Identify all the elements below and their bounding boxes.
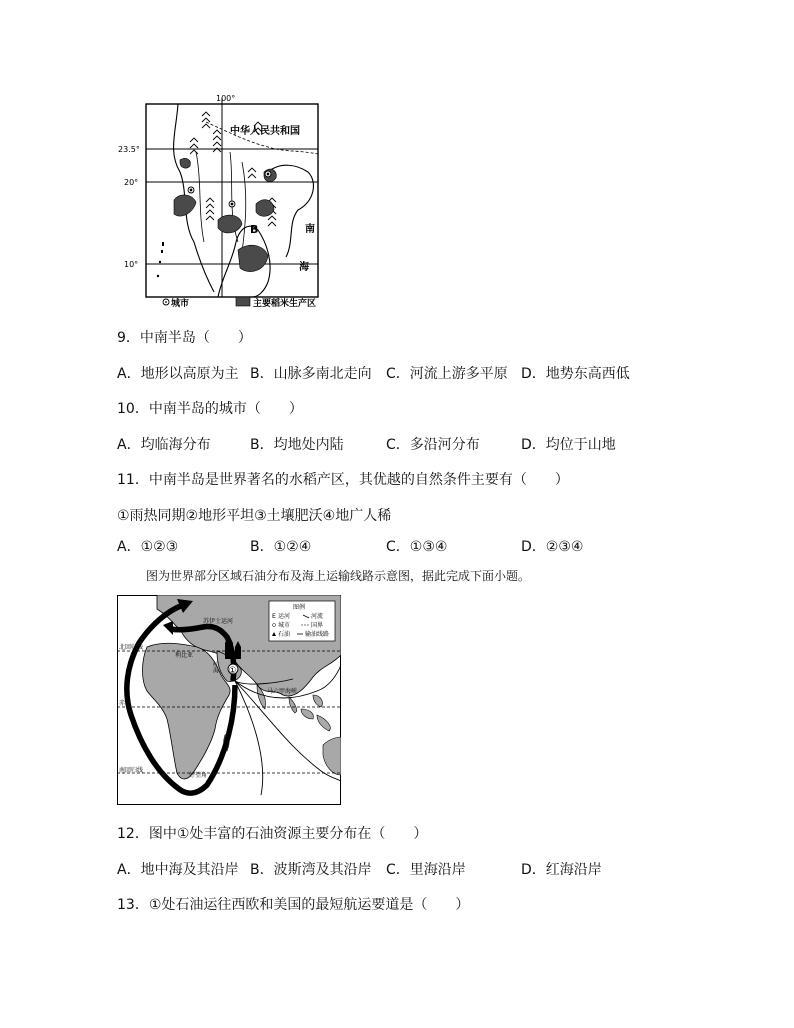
legend-canal-label: 运河 [278, 613, 291, 620]
latitude-20-label: 20° [124, 178, 139, 187]
point-b-label: B [250, 223, 259, 236]
q11-option-c[interactable]: C．①③④ [386, 539, 448, 555]
q11-option-d[interactable]: D．②③④ [521, 539, 584, 555]
question-9-stem: 9．中南半岛（ ） [117, 330, 252, 346]
question-13-stem: 13．①处石油运往西欧和美国的最短航运要道是（ ） [117, 897, 470, 913]
q10-option-c[interactable]: C．多沿河分布 [386, 437, 480, 453]
oil-route-map [117, 595, 341, 805]
red-sea-label: 红海 [211, 661, 219, 673]
q9-option-a[interactable]: A．地形以高原为主 [117, 366, 239, 382]
libya-label: 利比亚 [175, 652, 194, 659]
malacca-label: 马六甲海峡 [267, 688, 298, 695]
q10-option-d[interactable]: D．均位于山地 [521, 437, 616, 453]
indochina-map [118, 92, 328, 314]
question-12-stem: 12．图中①处丰富的石油资源主要分布在（ ） [117, 826, 428, 842]
legend-river-label: 河流 [311, 613, 324, 620]
map2-intro: 图为世界部分区域石油分布及海上运输线路示意图，据此完成下面小题。 [146, 569, 531, 583]
longitude-100-label: 100° [216, 94, 236, 103]
latitude-23-5-label: 23.5° [118, 145, 140, 154]
legend-rice-label: 主要稻米生产区 [253, 299, 317, 309]
equator-label: 赤道 [119, 700, 132, 707]
suez-label: 苏伊士运河 [203, 618, 234, 625]
q9-option-c[interactable]: C．河流上游多平原 [386, 366, 508, 382]
legend-title: 图例 [293, 604, 306, 611]
latitude-10-label: 10° [124, 260, 139, 269]
q11-option-a[interactable]: A．①②③ [117, 539, 179, 555]
legend-city2-label: 城市 [278, 622, 291, 629]
q12-option-b[interactable]: B．波斯湾及其沿岸 [250, 862, 372, 878]
sea-label: 海 [299, 262, 309, 273]
q12-option-c[interactable]: C．里海沿岸 [386, 862, 466, 878]
cape-label: 好望角 [189, 772, 208, 779]
legend-oil-label: 石油 [278, 631, 291, 638]
tropic-north-label: 北回归线 [119, 644, 144, 651]
legend-canal-icon: E [272, 613, 276, 620]
q10-option-b[interactable]: B．均地处内陆 [250, 437, 344, 453]
q9-option-b[interactable]: B．山脉多南北走向 [250, 366, 372, 382]
q9-option-d[interactable]: D．地势东高西低 [521, 366, 630, 382]
q12-option-d[interactable]: D．红海沿岸 [521, 862, 602, 878]
q10-option-a[interactable]: A．均临海分布 [117, 437, 211, 453]
legend-border-label: 国界 [311, 622, 324, 629]
tropic-south-label: 南回归线 [119, 767, 144, 774]
question-10-stem: 10．中南半岛的城市（ ） [117, 401, 303, 417]
legend-city-icon [273, 624, 276, 627]
q11-option-b[interactable]: B．①②④ [250, 539, 312, 555]
q12-option-a[interactable]: A．地中海及其沿岸 [117, 862, 239, 878]
country-label: 中华人民共和国 [230, 126, 300, 137]
legend-route-label: 输油线路 [305, 631, 330, 638]
oil-site-one-label: ① [228, 666, 237, 676]
south-label: 南 [305, 224, 315, 235]
question-11-stem: 11．中南半岛是世界著名的水稻产区，其优越的自然条件主要有（ ） [117, 472, 569, 488]
question-11-conditions: ①雨热同期②地形平坦③土壤肥沃④地广人稀 [117, 508, 392, 524]
legend-city-label: 城市 [171, 299, 190, 309]
